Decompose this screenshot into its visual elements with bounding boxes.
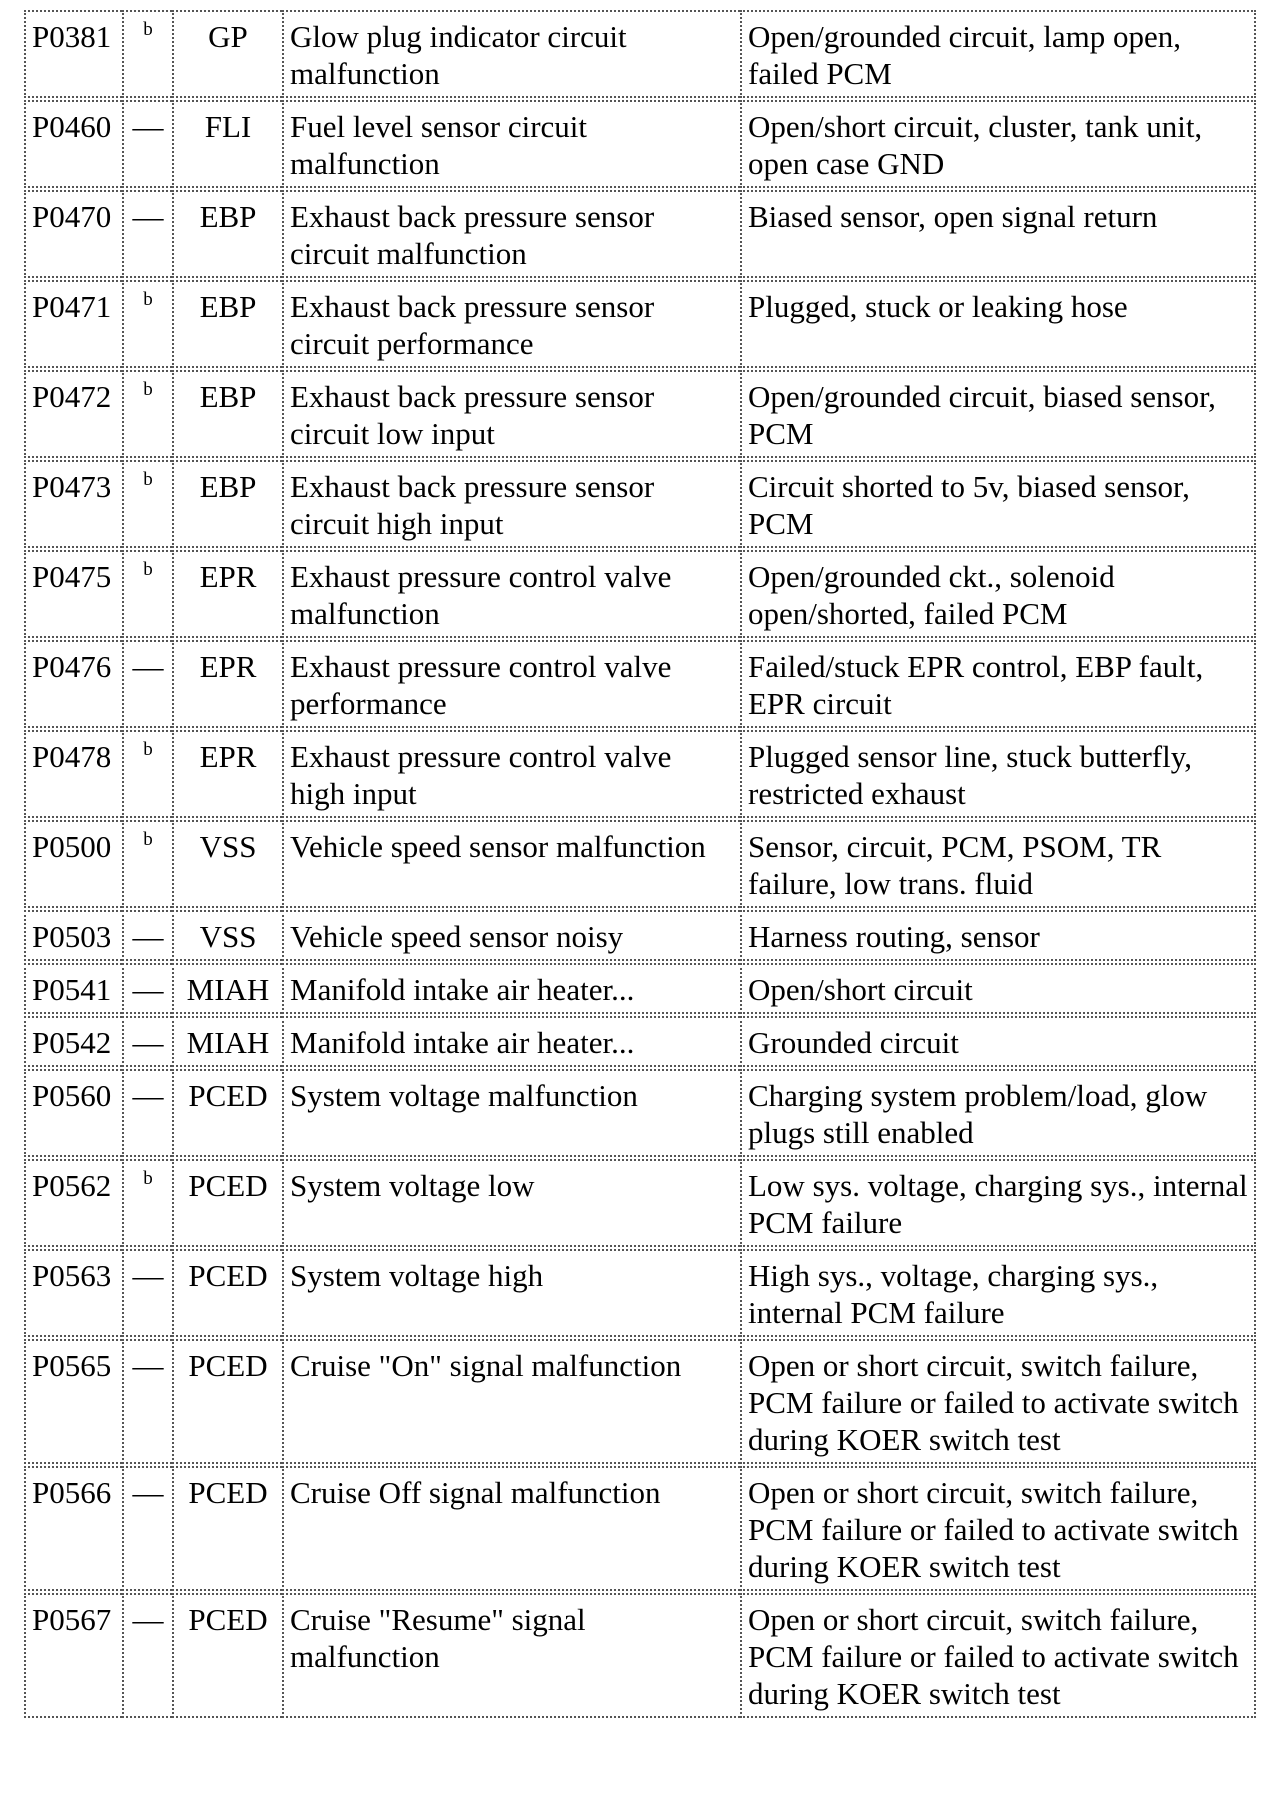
causes-cell <box>740 910 1256 961</box>
description-cell <box>282 640 740 728</box>
flag-dash: — <box>132 972 164 1007</box>
description-text: Exhaust pressure control valve high input <box>290 739 672 811</box>
table-row <box>24 1339 1256 1464</box>
dtc-table <box>24 8 1256 1720</box>
footnote-marker: b <box>143 289 153 310</box>
system-cell <box>172 190 282 278</box>
dtc-code-cell <box>24 1159 122 1247</box>
causes-text: Open/grounded circuit, lamp open, failed PCM <box>748 19 1182 91</box>
causes-text: Charging system problem/load, glow plugs still enabled <box>748 1078 1208 1150</box>
table-row <box>24 1593 1256 1718</box>
description-text: Vehicle speed sensor malfunction <box>290 829 706 864</box>
table-row <box>24 10 1256 98</box>
causes-cell <box>740 1339 1256 1464</box>
flag-cell <box>122 100 172 188</box>
table-row <box>24 1159 1256 1247</box>
flag-cell <box>122 550 172 638</box>
dtc-code-text: P0500 <box>32 829 112 864</box>
causes-text: Grounded circuit <box>748 1025 959 1060</box>
description-text: Fuel level sensor circuit malfunction <box>290 109 587 181</box>
causes-text: Sensor, circuit, PCM, PSOM, TR failure, low trans. fluid <box>748 829 1162 901</box>
system-text: MIAH <box>186 1025 270 1060</box>
description-cell <box>282 190 740 278</box>
system-text: EBP <box>199 199 257 234</box>
causes-text: Plugged, stuck or leaking hose <box>748 289 1128 324</box>
table-row <box>24 820 1256 908</box>
dtc-code-cell <box>24 10 122 98</box>
system-text: PCED <box>188 1475 268 1510</box>
description-cell <box>282 1159 740 1247</box>
causes-text: Low sys. voltage, charging sys., internal PCM failure <box>748 1168 1248 1240</box>
footnote-marker: b <box>143 829 153 850</box>
table-row <box>24 640 1256 728</box>
flag-dash: — <box>132 1602 164 1637</box>
dtc-code-cell <box>24 640 122 728</box>
dtc-code-text: P0560 <box>32 1078 112 1113</box>
table-row <box>24 910 1256 961</box>
causes-text: Open/grounded circuit, biased sensor, PCM <box>748 379 1216 451</box>
system-cell <box>172 1249 282 1337</box>
description-cell <box>282 1593 740 1718</box>
description-cell <box>282 963 740 1014</box>
description-text: Exhaust back pressure sensor circuit high input <box>290 469 655 541</box>
table-row <box>24 963 1256 1014</box>
dtc-code-cell <box>24 460 122 548</box>
system-cell <box>172 1593 282 1718</box>
dtc-code-cell <box>24 1339 122 1464</box>
system-text: FLI <box>204 109 252 144</box>
causes-text: Open/short circuit <box>748 972 973 1007</box>
system-text: VSS <box>199 919 257 954</box>
system-cell <box>172 820 282 908</box>
flag-cell <box>122 460 172 548</box>
flag-dash: — <box>132 1348 164 1383</box>
description-cell <box>282 1016 740 1067</box>
description-text: Exhaust pressure control valve performance <box>290 649 672 721</box>
flag-cell <box>122 370 172 458</box>
system-cell <box>172 10 282 98</box>
causes-cell <box>740 1593 1256 1718</box>
description-text: Exhaust back pressure sensor circuit low input <box>290 379 655 451</box>
table-row <box>24 1016 1256 1067</box>
dtc-code-text: P0565 <box>32 1348 112 1383</box>
flag-dash: — <box>132 199 164 234</box>
dtc-code-cell <box>24 190 122 278</box>
dtc-code-text: P0470 <box>32 199 112 234</box>
system-text: PCED <box>188 1078 268 1113</box>
dtc-code-cell <box>24 280 122 368</box>
description-text: Exhaust back pressure sensor circuit malfunction <box>290 199 655 271</box>
description-text: Cruise Off signal malfunction <box>290 1475 661 1510</box>
description-cell <box>282 730 740 818</box>
system-cell <box>172 1016 282 1067</box>
dtc-code-cell <box>24 963 122 1014</box>
footnote-marker: b <box>143 1168 153 1189</box>
system-text: MIAH <box>186 972 270 1007</box>
causes-cell <box>740 640 1256 728</box>
flag-dash: — <box>132 919 164 954</box>
causes-cell <box>740 10 1256 98</box>
system-text: PCED <box>188 1348 268 1383</box>
footnote-marker: b <box>143 559 153 580</box>
flag-cell <box>122 1159 172 1247</box>
dtc-code-text: P0460 <box>32 109 112 144</box>
dtc-code-text: P0381 <box>32 19 112 54</box>
dtc-code-cell <box>24 550 122 638</box>
flag-dash: — <box>132 1025 164 1060</box>
causes-text: Biased sensor, open signal return <box>748 199 1158 234</box>
dtc-code-cell <box>24 1249 122 1337</box>
flag-cell <box>122 280 172 368</box>
system-cell <box>172 640 282 728</box>
dtc-code-cell <box>24 730 122 818</box>
flag-dash: — <box>132 1258 164 1293</box>
description-cell <box>282 10 740 98</box>
dtc-code-text: P0541 <box>32 972 112 1007</box>
system-text: EPR <box>199 559 257 594</box>
footnote-marker: b <box>143 19 153 40</box>
description-text: System voltage low <box>290 1168 535 1203</box>
causes-cell <box>740 820 1256 908</box>
dtc-code-text: P0562 <box>32 1168 112 1203</box>
causes-text: Open or short circuit, switch failure, PCM failure or failed to activate switch during KOER switch test <box>748 1348 1239 1457</box>
causes-cell <box>740 550 1256 638</box>
flag-cell <box>122 1339 172 1464</box>
causes-cell <box>740 190 1256 278</box>
flag-cell <box>122 10 172 98</box>
system-text: GP <box>208 19 248 54</box>
causes-cell <box>740 1159 1256 1247</box>
table-row <box>24 280 1256 368</box>
system-text: PCED <box>188 1168 268 1203</box>
system-cell <box>172 1159 282 1247</box>
description-text: Vehicle speed sensor noisy <box>290 919 624 954</box>
table-row <box>24 1466 1256 1591</box>
causes-text: Open or short circuit, switch failure, PCM failure or failed to activate switch during KOER switch test <box>748 1602 1239 1711</box>
footnote-marker: b <box>143 379 153 400</box>
system-cell <box>172 910 282 961</box>
table-row <box>24 1069 1256 1157</box>
dtc-code-cell <box>24 1016 122 1067</box>
description-cell <box>282 280 740 368</box>
dtc-code-text: P0566 <box>32 1475 112 1510</box>
causes-cell <box>740 1069 1256 1157</box>
flag-cell <box>122 640 172 728</box>
system-text: EPR <box>199 739 257 774</box>
dtc-code-cell <box>24 820 122 908</box>
dtc-code-text: P0503 <box>32 919 112 954</box>
system-cell <box>172 1339 282 1464</box>
system-text: VSS <box>199 829 257 864</box>
flag-cell <box>122 820 172 908</box>
flag-cell <box>122 910 172 961</box>
causes-text: Harness routing, sensor <box>748 919 1040 954</box>
description-text: Cruise "Resume" signal malfunction <box>290 1602 586 1674</box>
description-text: Glow plug indicator circuit malfunction <box>290 19 627 91</box>
causes-text: Open/short circuit, cluster, tank unit, open case GND <box>748 109 1203 181</box>
flag-dash: — <box>132 109 164 144</box>
description-text: Manifold intake air heater... <box>290 972 635 1007</box>
dtc-code-text: P0567 <box>32 1602 112 1637</box>
description-cell <box>282 100 740 188</box>
system-cell <box>172 280 282 368</box>
description-cell <box>282 550 740 638</box>
dtc-code-text: P0478 <box>32 739 112 774</box>
dtc-code-cell <box>24 910 122 961</box>
causes-cell <box>740 460 1256 548</box>
dtc-code-text: P0475 <box>32 559 112 594</box>
flag-dash: — <box>132 1078 164 1113</box>
system-cell <box>172 963 282 1014</box>
system-cell <box>172 550 282 638</box>
causes-text: Circuit shorted to 5v, biased sensor, PCM <box>748 469 1190 541</box>
footnote-marker: b <box>143 469 153 490</box>
system-cell <box>172 730 282 818</box>
flag-cell <box>122 1466 172 1591</box>
description-text: System voltage malfunction <box>290 1078 638 1113</box>
table-row <box>24 1249 1256 1337</box>
flag-cell <box>122 1593 172 1718</box>
table-row <box>24 190 1256 278</box>
dtc-code-text: P0542 <box>32 1025 112 1060</box>
dtc-table-body <box>24 10 1256 1718</box>
system-cell <box>172 100 282 188</box>
system-cell <box>172 370 282 458</box>
flag-cell <box>122 963 172 1014</box>
dtc-code-cell <box>24 370 122 458</box>
causes-cell <box>740 370 1256 458</box>
system-text: EPR <box>199 649 257 684</box>
causes-cell <box>740 1016 1256 1067</box>
description-cell <box>282 370 740 458</box>
flag-cell <box>122 1069 172 1157</box>
description-cell <box>282 910 740 961</box>
dtc-code-cell <box>24 1466 122 1591</box>
dtc-code-cell <box>24 1593 122 1718</box>
description-text: System voltage high <box>290 1258 544 1293</box>
dtc-code-text: P0472 <box>32 379 112 414</box>
system-cell <box>172 1466 282 1591</box>
description-text: Cruise "On" signal malfunction <box>290 1348 682 1383</box>
description-cell <box>282 1339 740 1464</box>
flag-cell <box>122 1249 172 1337</box>
description-text: Manifold intake air heater... <box>290 1025 635 1060</box>
causes-text: Open/grounded ckt., solenoid open/shorted, failed PCM <box>748 559 1115 631</box>
description-cell <box>282 460 740 548</box>
dtc-code-text: P0471 <box>32 289 112 324</box>
causes-cell <box>740 963 1256 1014</box>
system-cell <box>172 460 282 548</box>
description-text: Exhaust pressure control valve malfunction <box>290 559 672 631</box>
description-cell <box>282 1466 740 1591</box>
system-text: EBP <box>199 289 257 324</box>
system-text: PCED <box>188 1258 268 1293</box>
description-cell <box>282 1069 740 1157</box>
system-text: EBP <box>199 379 257 414</box>
dtc-code-text: P0563 <box>32 1258 112 1293</box>
causes-text: High sys., voltage, charging sys., internal PCM failure <box>748 1258 1159 1330</box>
dtc-code-text: P0476 <box>32 649 112 684</box>
description-cell <box>282 820 740 908</box>
causes-cell <box>740 730 1256 818</box>
table-row <box>24 460 1256 548</box>
table-row <box>24 100 1256 188</box>
table-row <box>24 370 1256 458</box>
footnote-marker: b <box>143 739 153 760</box>
system-text: EBP <box>199 469 257 504</box>
causes-cell <box>740 280 1256 368</box>
causes-cell <box>740 100 1256 188</box>
dtc-code-text: P0473 <box>32 469 112 504</box>
flag-cell <box>122 190 172 278</box>
dtc-code-cell <box>24 100 122 188</box>
flag-dash: — <box>132 1475 164 1510</box>
dtc-code-cell <box>24 1069 122 1157</box>
description-cell <box>282 1249 740 1337</box>
causes-cell <box>740 1466 1256 1591</box>
causes-text: Failed/stuck EPR control, EBP fault, EPR circuit <box>748 649 1204 721</box>
system-text: PCED <box>188 1602 268 1637</box>
table-row <box>24 550 1256 638</box>
flag-cell <box>122 730 172 818</box>
causes-cell <box>740 1249 1256 1337</box>
causes-text: Plugged sensor line, stuck butterfly, restricted exhaust <box>748 739 1192 811</box>
flag-cell <box>122 1016 172 1067</box>
causes-text: Open or short circuit, switch failure, PCM failure or failed to activate switch during KOER switch test <box>748 1475 1239 1584</box>
description-text: Exhaust back pressure sensor circuit performance <box>290 289 655 361</box>
flag-dash: — <box>132 649 164 684</box>
system-cell <box>172 1069 282 1157</box>
table-row <box>24 730 1256 818</box>
